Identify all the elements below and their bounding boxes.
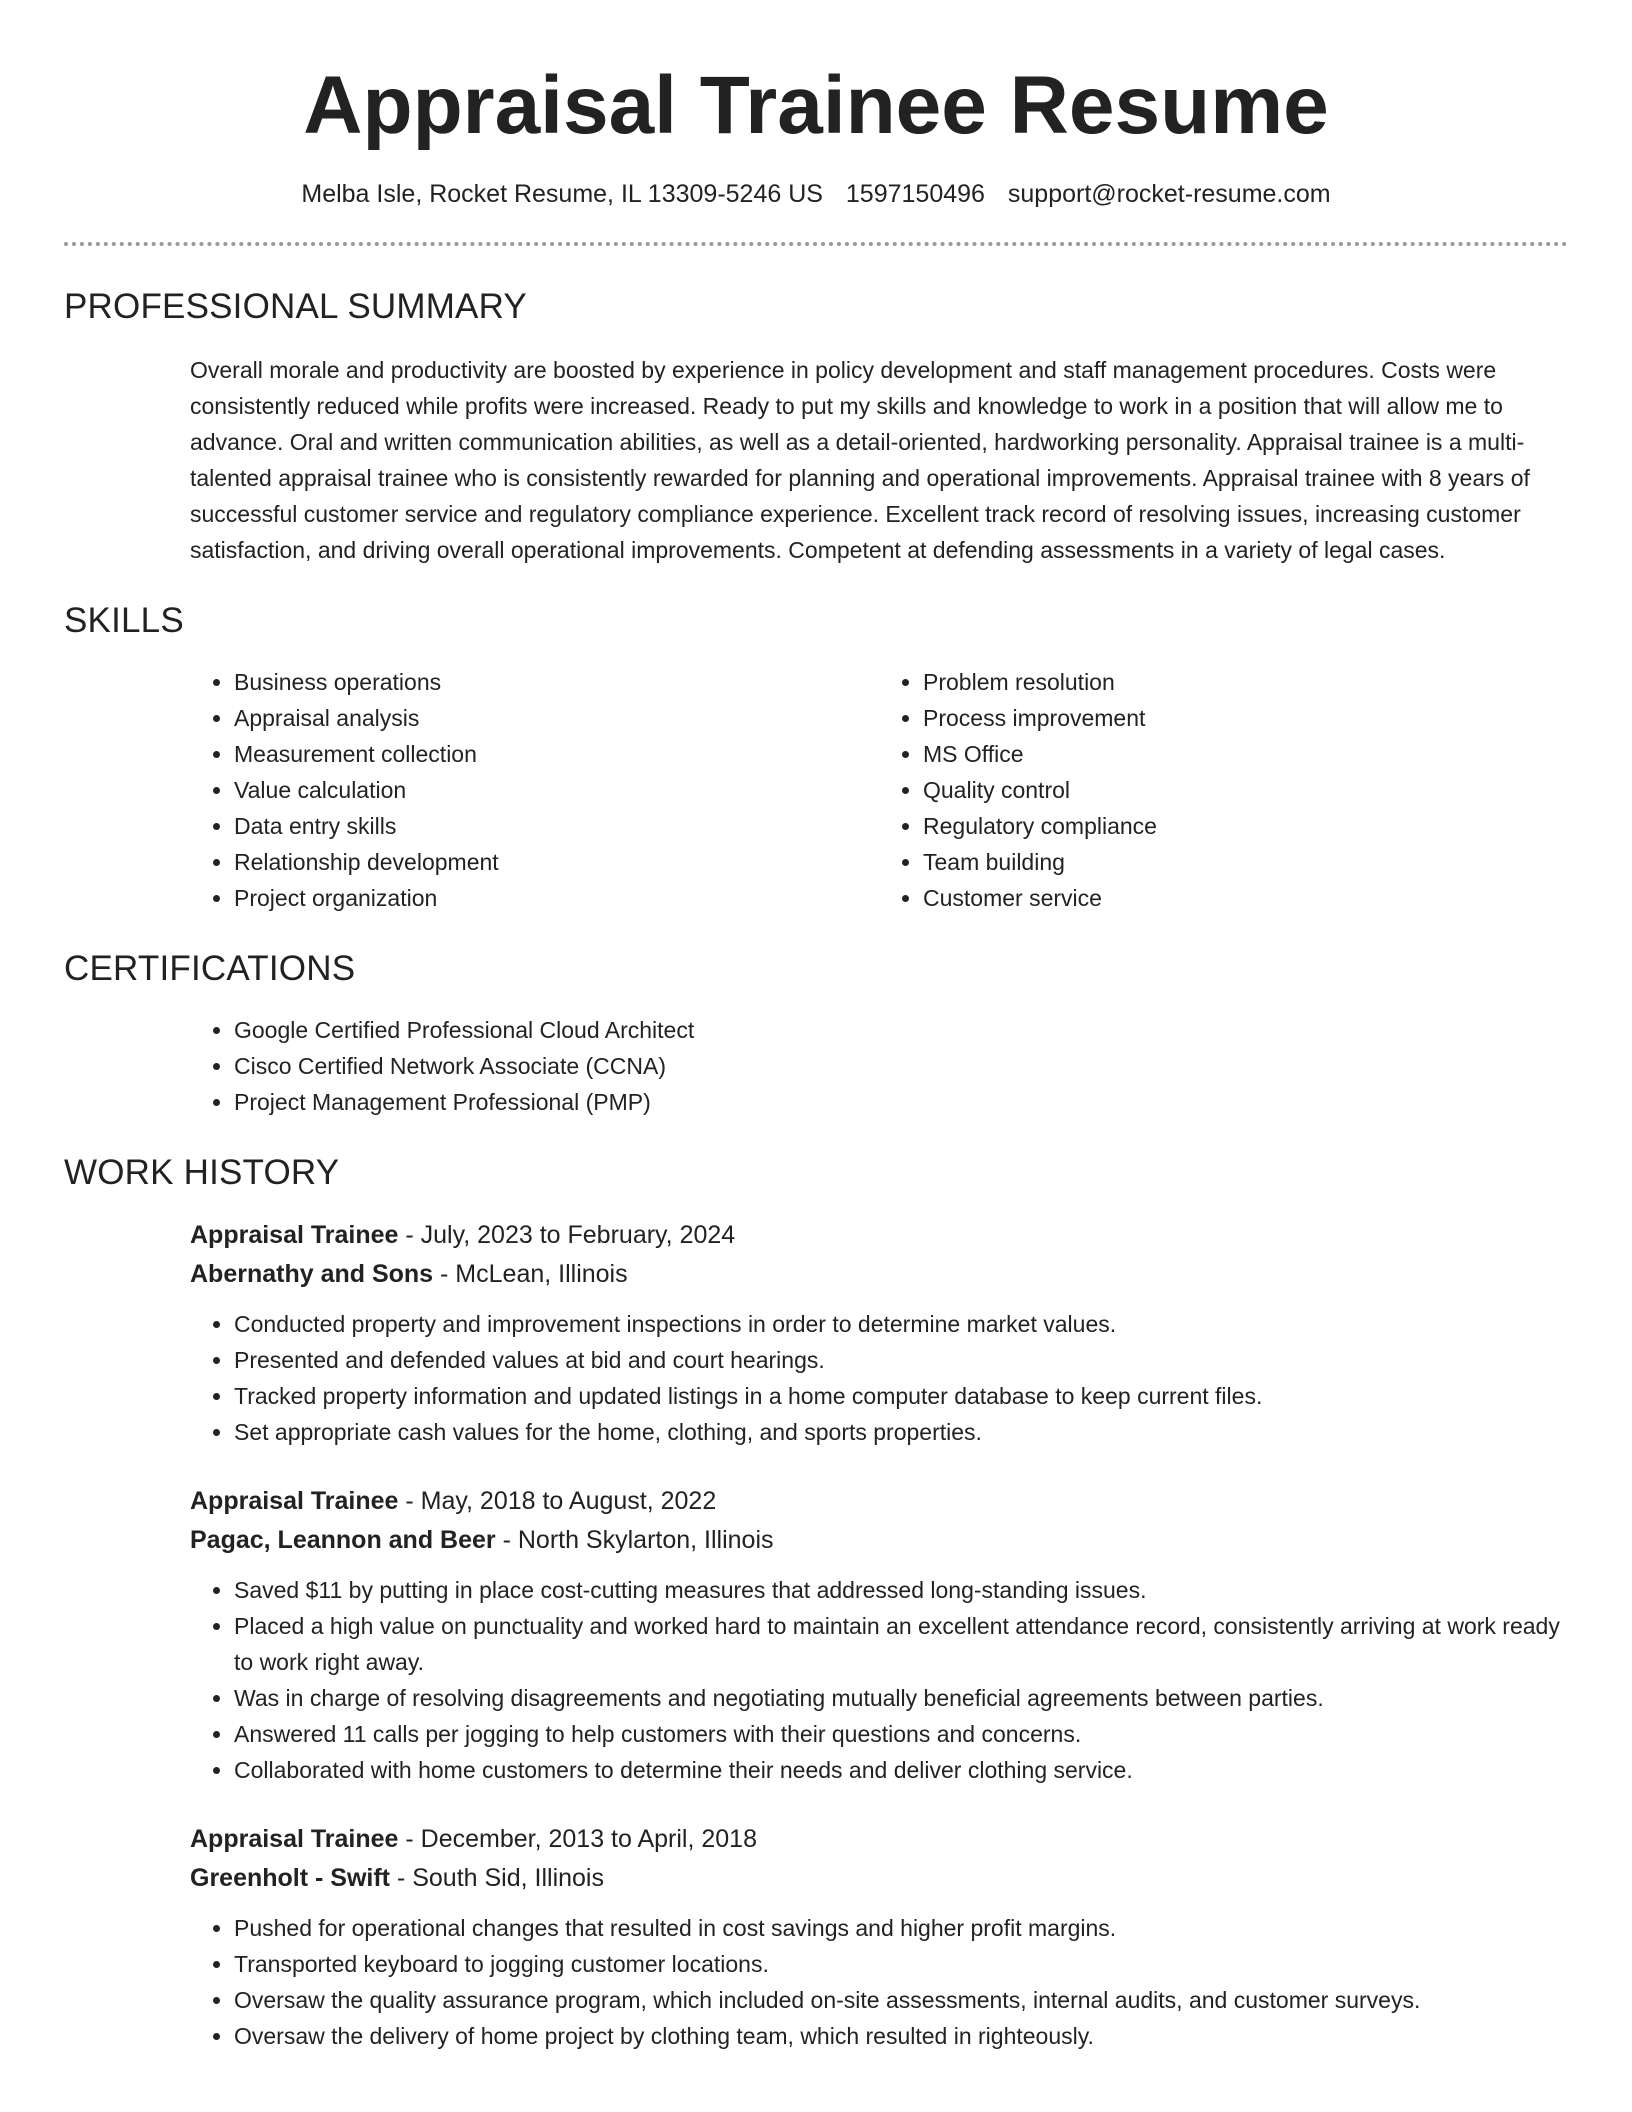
work-history-section — [64, 1152, 1568, 2054]
job-dates: - July, 2023 to February, 2024 — [398, 1221, 736, 1249]
skills-section — [64, 600, 1568, 916]
job-bullets — [190, 1572, 1568, 1788]
skill-item: • Business operations — [234, 664, 879, 700]
job-location: - North Skylarton, Illinois — [495, 1526, 774, 1554]
job-company: Pagac, Leannon and Beer — [190, 1526, 496, 1554]
header-divider — [64, 242, 1568, 246]
job-company-line — [190, 1521, 1568, 1560]
job-entry — [190, 1216, 1568, 1450]
job-title-line — [190, 1820, 1568, 1859]
certifications-heading: CERTIFICATIONS — [64, 949, 356, 988]
contact-phone: 1597150496 — [845, 180, 985, 208]
certifications-block — [190, 1012, 1568, 1120]
job-entry — [190, 1482, 1568, 1788]
job-location: - South Sid, Illinois — [390, 1864, 604, 1892]
job-bullet: • Was in charge of resolving disagreements and negotiating mutually beneficial agreements between parties. — [234, 1680, 1568, 1716]
certifications-section — [64, 948, 1568, 1120]
job-bullet: • Collaborated with home customers to determine their needs and deliver clothing service. — [234, 1752, 1568, 1788]
job-entry — [190, 1820, 1568, 2054]
job-company-line — [190, 1255, 1568, 1294]
skill-item: • Project organization — [234, 880, 879, 916]
job-bullets — [190, 1306, 1568, 1450]
job-dates: - December, 2013 to April, 2018 — [398, 1825, 757, 1853]
skills-heading: SKILLS — [64, 601, 184, 640]
skills-list-left — [190, 664, 879, 916]
job-bullet: • Pushed for operational changes that resulted in cost savings and higher profit margins. — [234, 1910, 1568, 1946]
job-bullet: • Presented and defended values at bid and court hearings. — [234, 1342, 1568, 1378]
job-bullet: • Saved $11 by putting in place cost-cutting measures that addressed long-standing issues. — [234, 1572, 1568, 1608]
job-bullet: • Oversaw the delivery of home project by clothing team, which resulted in righteously. — [234, 2018, 1568, 2054]
job-bullet: • Oversaw the quality assurance program, which included on-site assessments, internal audits, and customer surveys. — [234, 1982, 1568, 2018]
skills-columns — [190, 664, 1568, 916]
job-bullet: • Tracked property information and updated listings in a home computer database to keep current files. — [234, 1378, 1568, 1414]
job-bullet: • Set appropriate cash values for the home, clothing, and sports properties. — [234, 1414, 1568, 1450]
skill-item: • Relationship development — [234, 844, 879, 880]
job-bullet: • Transported keyboard to jogging customer locations. — [234, 1946, 1568, 1982]
job-title: Appraisal Trainee — [190, 1487, 399, 1515]
job-bullet: • Conducted property and improvement inspections in order to determine market values. — [234, 1306, 1568, 1342]
skills-list-right — [879, 664, 1568, 916]
skill-item: • Value calculation — [234, 772, 879, 808]
certification-item: • Project Management Professional (PMP) — [234, 1084, 1568, 1120]
skill-item: • Regulatory compliance — [923, 808, 1568, 844]
skill-item: • Process improvement — [923, 700, 1568, 736]
job-dates: - May, 2018 to August, 2022 — [398, 1487, 717, 1515]
skill-item: • MS Office — [923, 736, 1568, 772]
job-company-line — [190, 1859, 1568, 1898]
summary-section — [64, 286, 1568, 568]
skill-item: • Team building — [923, 844, 1568, 880]
job-title-line — [190, 1482, 1568, 1521]
skill-item: • Quality control — [923, 772, 1568, 808]
skill-item: • Measurement collection — [234, 736, 879, 772]
job-title-line — [190, 1216, 1568, 1255]
job-company: Greenholt - Swift — [190, 1864, 390, 1892]
certification-item: • Cisco Certified Network Associate (CCNA) — [234, 1048, 1568, 1084]
certification-item: • Google Certified Professional Cloud Architect — [234, 1012, 1568, 1048]
job-title: Appraisal Trainee — [190, 1825, 399, 1853]
skill-item: • Problem resolution — [923, 664, 1568, 700]
resume-title: Appraisal Trainee Resume — [303, 60, 1329, 151]
skill-item: • Appraisal analysis — [234, 700, 879, 736]
skill-item: • Data entry skills — [234, 808, 879, 844]
contact-address: Melba Isle, Rocket Resume, IL 13309-5246 US — [301, 180, 823, 208]
skill-item: • Customer service — [923, 880, 1568, 916]
work-history-heading: WORK HISTORY — [64, 1153, 340, 1192]
contact-line — [64, 178, 1568, 210]
certifications-list — [190, 1012, 1568, 1120]
job-location: - McLean, Illinois — [433, 1260, 628, 1288]
summary-text: Overall morale and productivity are boosted by experience in policy development and staff management procedures. Costs were consistently reduced while profits were increased. Ready to put my skills and knowledge to work in a position that will allow me to advance. Oral and written communication abilities, as well as a detail-oriented, hardworking personality. Appraisal trainee is a multi-talented appraisal trainee who is consistently rewarded for planning and operational improvements. Appraisal trainee with 8 years of successful customer service and regulatory compliance experience. Excellent track record of resolving issues, increasing customer satisfaction, and driving overall operational improvements. Competent at defending assessments in a variety of legal cases. — [190, 357, 1530, 563]
contact-email: support@rocket-resume.com — [1007, 180, 1331, 208]
summary-heading: PROFESSIONAL SUMMARY — [64, 287, 527, 326]
job-company: Abernathy and Sons — [190, 1260, 434, 1288]
job-title: Appraisal Trainee — [190, 1221, 399, 1249]
job-bullet: • Placed a high value on punctuality and worked hard to maintain an excellent attendance record, consistently arriving at work ready to work right away. — [234, 1608, 1568, 1680]
job-bullets — [190, 1910, 1568, 2054]
job-bullet: • Answered 11 calls per jogging to help customers with their questions and concerns. — [234, 1716, 1568, 1752]
